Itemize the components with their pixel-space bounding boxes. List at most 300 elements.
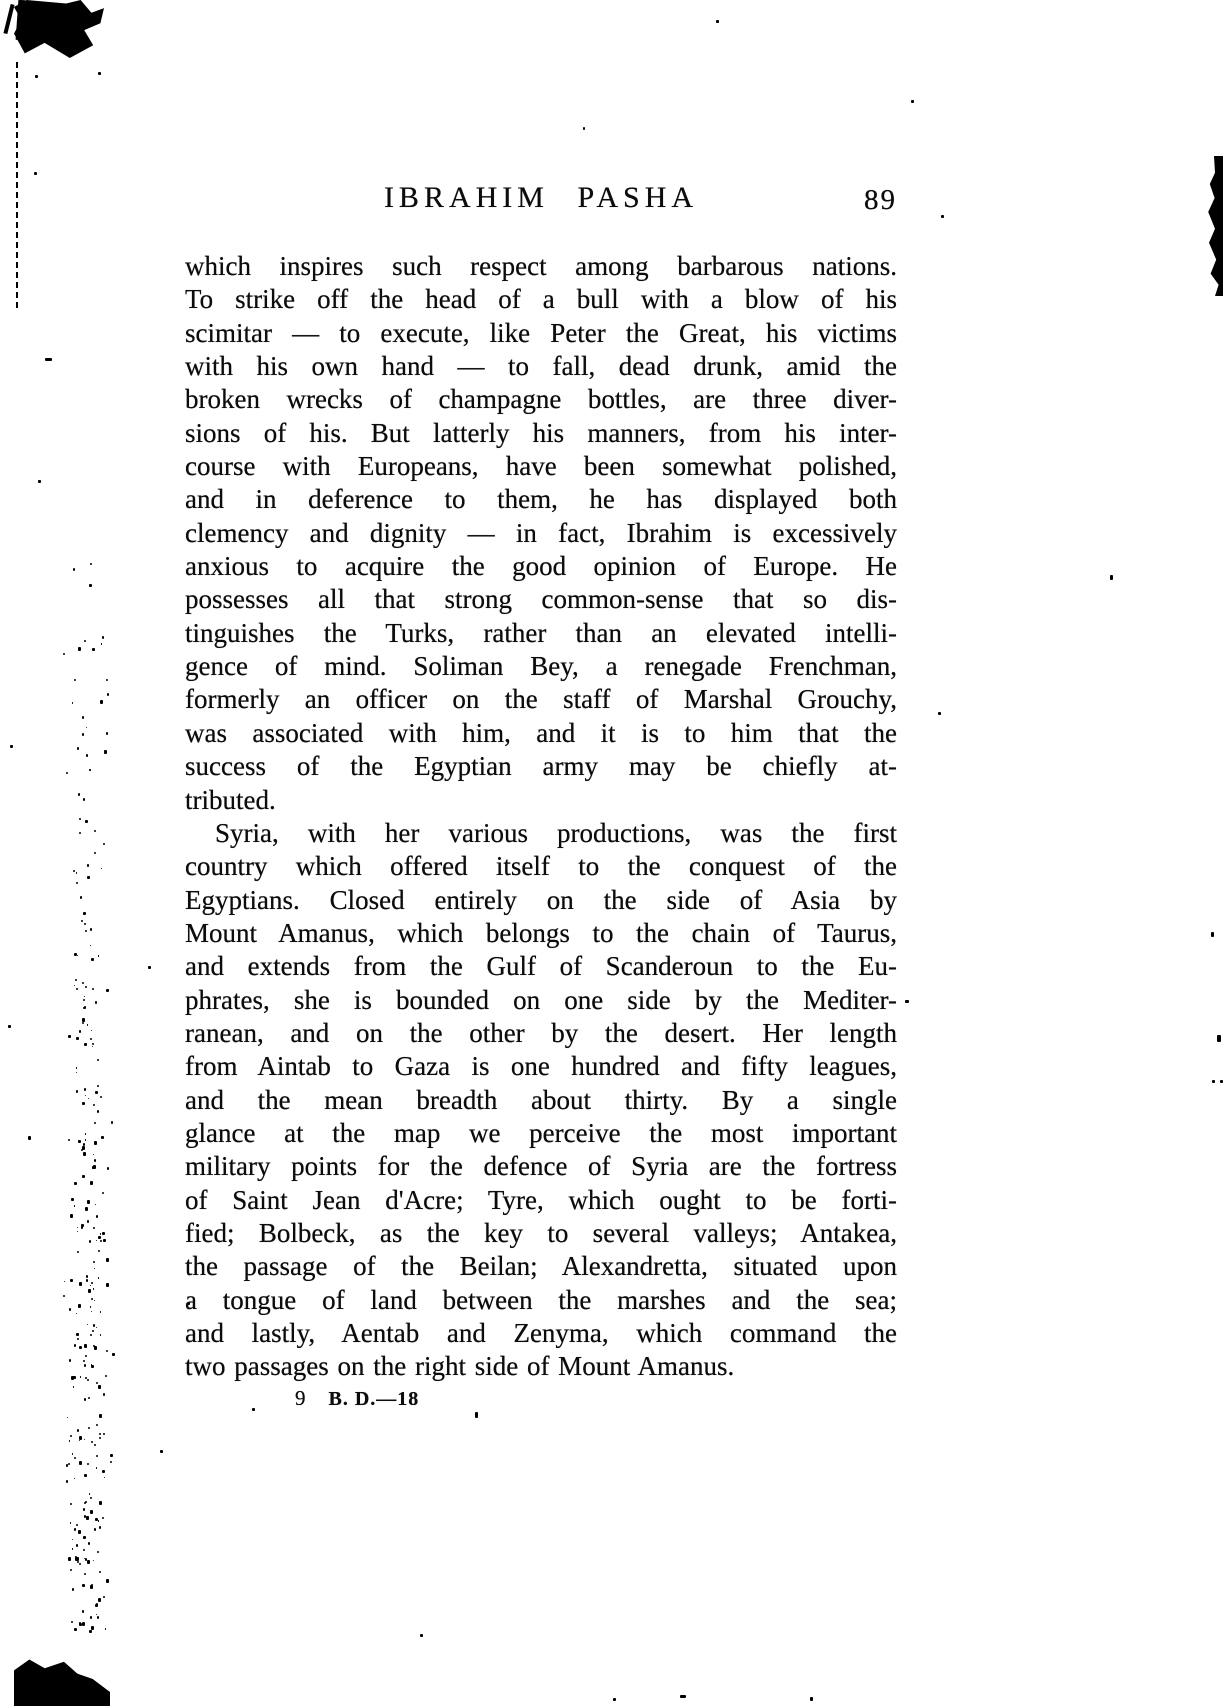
speckle-artifact bbox=[79, 832, 81, 834]
speck-artifact bbox=[1212, 1080, 1215, 1083]
speckle-artifact bbox=[67, 1417, 68, 1418]
speckle-artifact bbox=[83, 1536, 86, 1539]
speckle-artifact bbox=[82, 1022, 84, 1024]
speckle-artifact bbox=[102, 1517, 104, 1519]
speckle-artifact bbox=[88, 1542, 90, 1545]
speckle-artifact bbox=[97, 1085, 99, 1087]
speckle-artifact bbox=[100, 700, 103, 704]
speckle-artifact bbox=[98, 955, 99, 957]
speck-artifact bbox=[38, 480, 41, 483]
speckle-artifact bbox=[70, 1214, 73, 1218]
speckle-artifact bbox=[90, 1497, 92, 1499]
speckle-artifact bbox=[90, 1306, 91, 1308]
speckle-artifact bbox=[96, 1215, 98, 1218]
ink-stroke-artifact bbox=[3, 4, 14, 34]
speckle-artifact bbox=[84, 1398, 86, 1401]
speckle-artifact bbox=[69, 1308, 71, 1311]
text-line: military points for the defence of Syria are the fortress bbox=[185, 1151, 897, 1182]
speckle-artifact bbox=[84, 1344, 87, 1348]
speckle-artifact bbox=[79, 1623, 82, 1626]
speckle-artifact bbox=[68, 1463, 70, 1465]
right-edge-blob-artifact bbox=[1203, 156, 1223, 296]
speckle-artifact bbox=[89, 769, 91, 771]
speckle-artifact bbox=[87, 1560, 90, 1564]
speckle-artifact bbox=[98, 1385, 101, 1389]
text-line: of Saint Jean d'Acre; Tyre, which ought to be forti- bbox=[185, 1184, 897, 1215]
text-line: a tongue of land between the marshes and the sea; bbox=[185, 1284, 897, 1315]
page-number: 89 bbox=[864, 184, 897, 216]
speckle-artifact bbox=[76, 872, 77, 874]
speckle-artifact bbox=[103, 843, 105, 845]
speckle-artifact bbox=[86, 1516, 89, 1520]
speckle-artifact bbox=[74, 1182, 77, 1185]
speckle-artifact bbox=[77, 747, 79, 750]
speck-artifact bbox=[148, 966, 151, 969]
speckle-artifact bbox=[92, 1046, 93, 1047]
speckle-artifact bbox=[99, 1437, 101, 1439]
speckle-artifact bbox=[69, 1359, 71, 1362]
speckle-artifact bbox=[92, 1330, 94, 1332]
text-line: scimitar — to execute, like Peter the Great, his victims bbox=[185, 317, 897, 348]
speckle-artifact bbox=[86, 1279, 88, 1282]
speckle-artifact bbox=[84, 1502, 86, 1504]
speckle-artifact bbox=[95, 1091, 98, 1094]
speck-artifact bbox=[1110, 575, 1113, 580]
text-line: tributed. bbox=[185, 784, 276, 815]
speckle-artifact bbox=[110, 1454, 113, 1457]
speckle-artifact bbox=[72, 1588, 74, 1591]
speckle-artifact bbox=[66, 1480, 68, 1483]
speckle-artifact bbox=[86, 754, 88, 757]
speckle-artifact bbox=[90, 1616, 92, 1619]
speckle-artifact bbox=[75, 979, 77, 981]
speck-artifact bbox=[98, 72, 101, 75]
speckle-artifact bbox=[85, 986, 87, 988]
speckle-artifact bbox=[85, 930, 87, 932]
speckle-artifact bbox=[97, 1551, 99, 1553]
speckle-artifact bbox=[78, 1140, 81, 1143]
text-line: Syria, with her various productions, was the first bbox=[215, 817, 897, 848]
text-line: from Aintab to Gaza is one hundred and fifty leagues, bbox=[185, 1051, 897, 1082]
speckle-artifact bbox=[92, 648, 95, 651]
speckle-artifact bbox=[88, 1397, 90, 1399]
speckle-artifact bbox=[83, 999, 85, 1001]
speckle-artifact bbox=[73, 1386, 74, 1388]
text-line: ranean, and on the other by the desert. Her length bbox=[185, 1017, 897, 1048]
speckle-artifact bbox=[90, 1285, 91, 1286]
speckle-artifact bbox=[71, 1621, 73, 1623]
speckle-artifact bbox=[71, 1198, 74, 1201]
speckle-artifact bbox=[63, 653, 65, 655]
speckle-artifact bbox=[94, 1528, 96, 1531]
speckle-artifact bbox=[84, 1088, 86, 1091]
speck-artifact bbox=[160, 1450, 163, 1453]
speckle-artifact bbox=[100, 1240, 102, 1242]
speckle-artifact bbox=[112, 1353, 115, 1356]
speckle-artifact bbox=[96, 1455, 98, 1457]
speckle-artifact bbox=[74, 679, 76, 681]
speckle-artifact bbox=[82, 716, 84, 719]
text-line: success of the Egyptian army may be chiefly at- bbox=[185, 751, 897, 782]
speck-artifact bbox=[10, 745, 13, 748]
speckle-artifact bbox=[76, 882, 78, 884]
text-line: gence of mind. Soliman Bey, a renegade Frenchman, bbox=[185, 651, 897, 682]
speckle-artifact bbox=[78, 647, 81, 651]
speckle-artifact bbox=[95, 1001, 97, 1004]
speckle-artifact bbox=[90, 945, 91, 946]
text-line: and extends from the Gulf of Scanderoun to the Eu- bbox=[185, 951, 897, 982]
speckle-artifact bbox=[87, 1463, 89, 1465]
speckle-artifact bbox=[106, 1579, 109, 1583]
speckle-artifact bbox=[85, 1133, 86, 1135]
speckle-artifact bbox=[87, 1324, 88, 1325]
speckle-artifact bbox=[93, 1288, 94, 1290]
speckle-artifact bbox=[89, 1493, 90, 1495]
text-line: broken wrecks of champagne bottles, are three diver- bbox=[185, 384, 897, 415]
speckle-artifact bbox=[88, 1427, 90, 1429]
speckle-artifact bbox=[101, 868, 102, 869]
signature-mark: B. D.—18 bbox=[328, 1388, 420, 1410]
speckle-artifact bbox=[74, 1457, 76, 1459]
speckle-artifact bbox=[79, 1346, 82, 1349]
speckle-artifact bbox=[102, 1192, 104, 1194]
speckle-artifact bbox=[66, 772, 68, 774]
speckle-artifact bbox=[81, 1226, 83, 1229]
speckle-artifact bbox=[85, 1095, 86, 1096]
speckle-artifact bbox=[82, 1610, 84, 1613]
speck-artifact bbox=[1217, 1035, 1221, 1042]
speckle-artifact bbox=[93, 1227, 95, 1229]
speckle-artifact bbox=[74, 1478, 75, 1479]
speckle-artifact bbox=[74, 985, 75, 986]
text-line: was associated with him, and it is to him that the bbox=[185, 717, 897, 748]
speckle-artifact bbox=[107, 693, 109, 696]
speckle-artifact bbox=[85, 1139, 86, 1141]
speckle-artifact bbox=[78, 793, 80, 796]
text-line: course with Europeans, have been somewhat polished, bbox=[185, 451, 897, 482]
speckle-artifact bbox=[98, 1250, 100, 1252]
speckle-artifact bbox=[91, 958, 94, 961]
speckle-artifact bbox=[94, 1122, 96, 1124]
speckle-artifact bbox=[96, 1327, 97, 1328]
speckle-artifact bbox=[94, 852, 96, 854]
speckle-artifact bbox=[91, 1311, 92, 1312]
speckle-artifact bbox=[83, 798, 85, 801]
speckle-artifact bbox=[91, 1626, 94, 1630]
speckle-artifact bbox=[86, 1275, 88, 1278]
text-line: Egyptians. Closed entirely on the side of Asia by bbox=[185, 884, 897, 915]
speckle-artifact bbox=[64, 1281, 65, 1282]
speckle-artifact bbox=[87, 1379, 89, 1381]
speckle-artifact bbox=[93, 1261, 95, 1263]
speckle-artifact bbox=[73, 568, 75, 571]
speckle-artifact bbox=[76, 1090, 78, 1093]
signature-number: 9 bbox=[295, 1386, 307, 1410]
speckle-artifact bbox=[93, 1165, 96, 1169]
speckle-artifact bbox=[84, 996, 85, 997]
speck-artifact bbox=[35, 75, 38, 78]
text-line: phrates, she is bounded on one side by the Mediter- bbox=[185, 984, 897, 1015]
speckle-artifact bbox=[77, 1429, 79, 1432]
speckle-artifact bbox=[70, 1435, 72, 1437]
speckle-artifact bbox=[85, 1355, 87, 1357]
speckle-artifact bbox=[73, 870, 75, 872]
speckle-artifact bbox=[111, 1121, 113, 1124]
speckle-artifact bbox=[103, 1393, 105, 1396]
speckle-artifact bbox=[70, 1569, 72, 1571]
text-line: sions of his. But latterly his manners, from his inter- bbox=[185, 417, 897, 448]
speckle-artifact bbox=[83, 1549, 85, 1551]
speckle-artifact bbox=[96, 1382, 98, 1384]
speckle-artifact bbox=[103, 1433, 105, 1435]
speckle-artifact bbox=[91, 1365, 94, 1368]
speckle-artifact bbox=[96, 1603, 98, 1605]
speckle-artifact bbox=[89, 584, 92, 587]
speckle-artifact bbox=[80, 1376, 81, 1378]
speckle-artifact bbox=[92, 1166, 94, 1169]
bottom-left-blob-artifact bbox=[14, 1652, 110, 1706]
speckle-artifact bbox=[90, 1038, 92, 1040]
speckle-artifact bbox=[74, 1344, 76, 1347]
speckle-artifact bbox=[70, 1522, 71, 1524]
text-line: and in deference to them, he has displayed both bbox=[185, 484, 897, 515]
speckle-artifact bbox=[102, 1470, 105, 1473]
speck-artifact bbox=[45, 358, 52, 361]
bottom-right-mark-artifact bbox=[0, 0, 27, 40]
body-text bbox=[185, 250, 897, 1384]
speckle-artifact bbox=[101, 1136, 104, 1139]
speckle-artifact bbox=[89, 1630, 92, 1633]
speckle-artifact bbox=[94, 1159, 96, 1162]
speckle-artifact bbox=[94, 1141, 97, 1145]
speckle-artifact bbox=[72, 1548, 73, 1550]
speckle-artifact bbox=[106, 989, 109, 992]
speckle-artifact bbox=[82, 733, 84, 736]
speck-artifact bbox=[28, 1136, 31, 1140]
speckle-artifact bbox=[83, 1508, 85, 1511]
speckle-artifact bbox=[89, 1240, 91, 1243]
speckle-artifact bbox=[87, 1024, 88, 1026]
speckle-artifact bbox=[68, 1557, 71, 1561]
text-line: which inspires such respect among barbarous nations. bbox=[185, 251, 897, 281]
speckle-artifact bbox=[79, 818, 81, 820]
speckle-artifact bbox=[85, 1207, 88, 1211]
speckle-artifact bbox=[79, 1282, 82, 1286]
speckle-artifact bbox=[86, 727, 87, 728]
speckle-artifact bbox=[82, 1622, 85, 1626]
speckle-artifact bbox=[82, 1102, 85, 1105]
speckle-artifact bbox=[71, 1376, 74, 1380]
speckle-artifact bbox=[96, 1240, 97, 1241]
speckle-artifact bbox=[99, 1433, 101, 1435]
speckle-artifact bbox=[99, 1414, 102, 1418]
text-line: two passages on the right side of Mount Amanus. bbox=[185, 1351, 735, 1382]
speckle-artifact bbox=[82, 1146, 85, 1150]
speckle-artifact bbox=[87, 1200, 90, 1204]
speckle-artifact bbox=[84, 640, 86, 642]
text-line: country which offered itself to the conquest of the bbox=[185, 851, 897, 882]
speckle-artifact bbox=[84, 1439, 85, 1440]
speckle-artifact bbox=[100, 1096, 102, 1098]
speckle-artifact bbox=[105, 1375, 107, 1377]
speckle-artifact bbox=[76, 1333, 79, 1336]
speckle-artifact bbox=[93, 1154, 94, 1155]
speckle-artifact bbox=[106, 1350, 108, 1352]
speckle-artifact bbox=[74, 1528, 76, 1531]
text-line: formerly an officer on the staff of Marshal Grouchy, bbox=[185, 684, 897, 715]
speckle-artifact bbox=[106, 679, 108, 681]
binding-line-artifact bbox=[16, 62, 18, 308]
speckle-artifact bbox=[88, 1098, 89, 1099]
speckle-artifact bbox=[70, 1279, 73, 1282]
speckle-artifact bbox=[78, 1304, 81, 1308]
speckle-artifact bbox=[83, 912, 86, 915]
speckle-artifact bbox=[100, 1334, 101, 1336]
speckle-artifact bbox=[92, 1043, 94, 1045]
speckle-artifact bbox=[79, 1461, 82, 1465]
speckle-artifact bbox=[98, 1598, 101, 1602]
speckle-artifact bbox=[106, 1258, 109, 1262]
speckle-artifact bbox=[94, 830, 96, 832]
speck-artifact bbox=[8, 1025, 11, 1028]
text-column bbox=[185, 0, 897, 1706]
speckle-artifact bbox=[90, 1510, 93, 1514]
speck-artifact bbox=[911, 100, 914, 103]
speckle-artifact bbox=[69, 1440, 70, 1442]
speckle-artifact bbox=[98, 1520, 99, 1522]
speckle-artifact bbox=[106, 1283, 109, 1287]
speckle-artifact bbox=[90, 1181, 93, 1185]
text-line: with his own hand — to fall, dead drunk, amid the bbox=[185, 351, 897, 382]
speckle-artifact bbox=[76, 988, 78, 990]
speckle-artifact bbox=[91, 1282, 93, 1284]
speckle-artifact bbox=[100, 1311, 101, 1313]
speckle-artifact bbox=[76, 1037, 79, 1040]
text-line: clemency and dignity — in fact, Ibrahim is excessively bbox=[185, 517, 897, 548]
speckle-artifact bbox=[80, 896, 82, 899]
speck-artifact bbox=[1211, 932, 1214, 937]
speckle-artifact bbox=[76, 1313, 77, 1314]
speckle-artifact bbox=[77, 1338, 79, 1340]
speckle-artifact bbox=[79, 1440, 80, 1441]
text-line: anxious to acquire the good opinion of Europe. He bbox=[185, 551, 897, 582]
speckle-artifact bbox=[98, 1277, 99, 1279]
speckle-artifact bbox=[72, 702, 73, 704]
speckle-artifact bbox=[82, 1584, 85, 1587]
speckle-artifact bbox=[103, 1239, 106, 1242]
speckle-artifact bbox=[76, 1524, 78, 1526]
speckle-artifact bbox=[90, 563, 92, 565]
speckle-artifact bbox=[85, 820, 88, 823]
text-line: To strike off the head of a bull with a blow of his bbox=[185, 284, 897, 315]
speckle-artifact bbox=[83, 1152, 86, 1156]
speckle-artifact bbox=[76, 1072, 77, 1073]
text-line: Mount Amanus, which belongs to the chain of Taurus, bbox=[185, 917, 897, 948]
speck-artifact bbox=[941, 215, 944, 218]
speckle-artifact bbox=[106, 732, 108, 735]
speckle-artifact bbox=[99, 1501, 102, 1505]
speckle-artifact bbox=[76, 1544, 78, 1547]
speckle-artifact bbox=[72, 1453, 73, 1455]
speckle-artifact bbox=[91, 1030, 92, 1031]
speckle-artifact bbox=[81, 920, 83, 922]
speckle-artifact bbox=[101, 643, 102, 645]
printer-signature bbox=[295, 1386, 419, 1411]
speckle-artifact bbox=[74, 1628, 77, 1631]
speckle-artifact bbox=[77, 1251, 79, 1253]
text-line: the passage of the Beilan; Alexandretta, situated upon bbox=[185, 1251, 897, 1282]
speckle-artifact bbox=[91, 1298, 93, 1300]
speckle-artifact bbox=[84, 1364, 86, 1367]
speckle-artifact bbox=[93, 1324, 95, 1327]
speckle-artifact bbox=[99, 1571, 101, 1573]
speckle-artifact bbox=[88, 1289, 91, 1293]
speckle-artifact bbox=[72, 1539, 73, 1540]
speckle-artifact bbox=[102, 636, 104, 639]
text-line: and lastly, Aentab and Zenyma, which command the bbox=[185, 1318, 897, 1348]
speckle-artifact bbox=[78, 1530, 81, 1534]
text-line: possesses all that strong common-sense that so dis- bbox=[185, 584, 897, 615]
speckle-artifact bbox=[82, 982, 84, 984]
speckle-artifact bbox=[90, 1334, 92, 1336]
speckle-artifact bbox=[79, 1030, 81, 1033]
speckle-artifact bbox=[84, 1006, 86, 1009]
speckle-artifact bbox=[93, 1560, 94, 1561]
speckle-artifact bbox=[94, 1268, 95, 1269]
speckle-artifact bbox=[105, 1628, 106, 1630]
speckle-artifact bbox=[110, 1461, 112, 1463]
running-head bbox=[185, 180, 897, 220]
speckle-artifact bbox=[68, 1139, 70, 1141]
text-line: fied; Bolbeck, as the key to several valleys; Antakea, bbox=[185, 1217, 897, 1248]
speckle-artifact bbox=[77, 1231, 78, 1232]
speckle-artifact bbox=[94, 1444, 96, 1446]
speckle-artifact bbox=[103, 1596, 105, 1598]
speckle-artifact bbox=[96, 1467, 97, 1469]
speckle-artifact bbox=[104, 750, 107, 754]
text-line: glance at the map we perceive the most important bbox=[185, 1117, 897, 1148]
speckle-artifact bbox=[84, 1474, 87, 1477]
speckle-artifact bbox=[68, 1035, 71, 1038]
speckle-artifact bbox=[97, 1059, 99, 1061]
speckle-artifact bbox=[87, 876, 90, 879]
speckle-artifact bbox=[96, 1424, 98, 1426]
speckle-artifact bbox=[91, 1441, 93, 1443]
speckle-artifact bbox=[95, 1204, 96, 1205]
speck-artifact bbox=[34, 172, 37, 175]
speckle-artifact bbox=[77, 1227, 78, 1228]
speckle-artifact bbox=[104, 1477, 105, 1478]
speckle-artifact bbox=[97, 1616, 99, 1619]
speckle-artifact bbox=[97, 1110, 99, 1113]
speck-artifact bbox=[938, 712, 941, 715]
speckle-artifact bbox=[79, 1563, 81, 1565]
speckle-artifact bbox=[77, 955, 78, 956]
speckle-artifact bbox=[76, 1067, 77, 1069]
corner-ink-blob-artifact bbox=[14, 0, 104, 58]
speckle-artifact bbox=[107, 1167, 109, 1170]
speckle-artifact bbox=[90, 928, 92, 931]
text-line: tinguishes the Turks, rather than an elevated intelli- bbox=[185, 617, 897, 648]
speck-artifact bbox=[905, 1000, 909, 1003]
speckle-artifact bbox=[98, 1236, 101, 1239]
speckle-artifact bbox=[96, 1614, 97, 1615]
page-title: IBRAHIM PASHA bbox=[383, 181, 699, 214]
speckle-artifact bbox=[99, 1526, 101, 1529]
speckle-artifact bbox=[87, 864, 89, 867]
speckle-artifact bbox=[74, 1205, 75, 1207]
speckle-artifact bbox=[63, 1295, 65, 1297]
